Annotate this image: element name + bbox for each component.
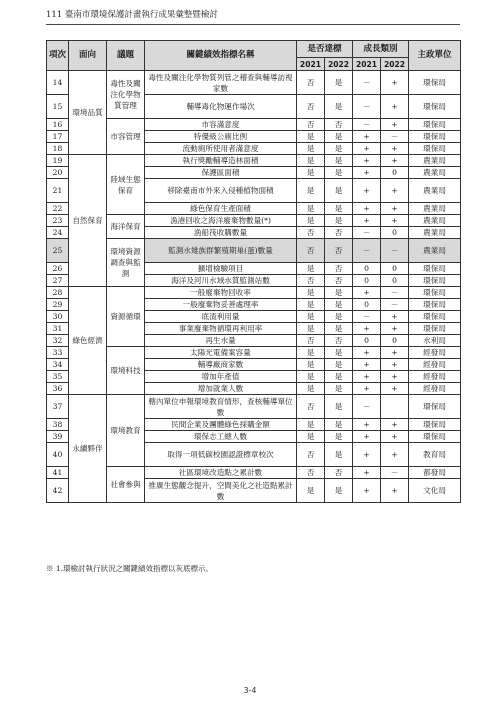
row-number: 36 <box>47 383 69 395</box>
achieved-2022: 是 <box>325 443 353 467</box>
row-number: 39 <box>47 431 69 443</box>
topic-cell: 陸域生態保育 <box>107 155 145 215</box>
col-achieved-2022: 2022 <box>325 58 353 71</box>
change-2021: － <box>353 239 381 263</box>
row-number: 42 <box>47 479 69 503</box>
indicator-name: 再生水量 <box>145 335 297 347</box>
change-2022: + <box>381 311 409 323</box>
change-2022: － <box>381 299 409 311</box>
achieved-2021: 是 <box>297 131 325 143</box>
achieved-2021: 是 <box>297 431 325 443</box>
change-2021: + <box>353 383 381 395</box>
achieved-2022: 否 <box>325 263 353 275</box>
col-topic-header: 議題 <box>107 41 145 71</box>
indicator-name: 一般廢棄物回收率 <box>145 287 297 299</box>
topic-cell: 社會參與 <box>107 467 145 503</box>
owner-unit: 環保局 <box>409 131 461 143</box>
change-2021: 0 <box>353 335 381 347</box>
row-number: 32 <box>47 335 69 347</box>
achieved-2022: 是 <box>325 95 353 119</box>
change-2021: 0 <box>353 275 381 287</box>
topic-cell: 海洋保育 <box>107 215 145 239</box>
change-2021: + <box>353 167 381 179</box>
indicator-name: 漁船筏收購數量 <box>145 227 297 239</box>
change-2022: + <box>381 323 409 335</box>
indicator-name: 漁港回收之海洋廢棄物數量(*) <box>145 215 297 227</box>
achieved-2021: 否 <box>297 227 325 239</box>
table-row <box>47 239 461 263</box>
indicator-name: 社區環境改造點之累計數 <box>145 467 297 479</box>
header-rule <box>46 24 460 25</box>
achieved-2022: 否 <box>325 275 353 287</box>
achieved-2022: 是 <box>325 383 353 395</box>
achieved-2021: 是 <box>297 383 325 395</box>
change-2021: + <box>353 419 381 431</box>
change-2022 <box>381 395 409 419</box>
achieved-2021: 否 <box>297 275 325 287</box>
achieved-2022: 是 <box>325 299 353 311</box>
achieved-2021: 是 <box>297 167 325 179</box>
table-row <box>47 467 461 479</box>
kpi-table-body <box>47 71 461 503</box>
change-2022: + <box>381 419 409 431</box>
indicator-name: 監測水雉族群繁殖期巢(蛋)數量 <box>145 239 297 263</box>
change-2022: － <box>381 131 409 143</box>
owner-unit: 環保局 <box>409 431 461 443</box>
row-number: 20 <box>47 167 69 179</box>
topic-cell: 資源循環 <box>107 287 145 347</box>
indicator-name: 環保志工總人數 <box>145 431 297 443</box>
owner-unit: 教育局 <box>409 443 461 467</box>
row-number: 28 <box>47 287 69 299</box>
achieved-2022: 是 <box>325 323 353 335</box>
achieved-2021: 否 <box>297 119 325 131</box>
table-row <box>47 215 461 227</box>
row-number: 14 <box>47 71 69 95</box>
achieved-2021: 否 <box>297 335 325 347</box>
row-number: 37 <box>47 395 69 419</box>
indicator-name: 增加就業人數 <box>145 383 297 395</box>
change-2021: 0 <box>353 263 381 275</box>
change-2022: + <box>381 119 409 131</box>
indicator-name: 綠色保育生產面積 <box>145 203 297 215</box>
owner-unit: 農業局 <box>409 227 461 239</box>
row-number: 40 <box>47 443 69 467</box>
topic-cell: 環境科技 <box>107 347 145 395</box>
achieved-2021: 是 <box>297 479 325 503</box>
owner-unit: 經發局 <box>409 347 461 359</box>
indicator-name: 毒性及關注化學物質列管之稽查與輔導訪視家數 <box>145 71 297 95</box>
aspect-cell: 自然保育 <box>69 155 107 287</box>
row-number: 34 <box>47 359 69 371</box>
achieved-2022: 是 <box>325 371 353 383</box>
achieved-2021: 是 <box>297 323 325 335</box>
achieved-2022: 是 <box>325 347 353 359</box>
owner-unit: 環保局 <box>409 95 461 119</box>
topic-cell: 環境教育 <box>107 395 145 467</box>
owner-unit: 環保局 <box>409 275 461 287</box>
page-number: 3-4 <box>243 686 257 695</box>
achieved-2021: 否 <box>297 443 325 467</box>
indicator-name: 海洋及河川水域水質監測站數 <box>145 275 297 287</box>
change-2022: + <box>381 479 409 503</box>
indicator-name: 太陽光電備案容量 <box>145 347 297 359</box>
table-row <box>47 347 461 359</box>
owner-unit: 農業局 <box>409 203 461 215</box>
row-number: 31 <box>47 323 69 335</box>
change-2021: + <box>353 155 381 167</box>
change-2021: + <box>353 431 381 443</box>
table-row <box>47 287 461 299</box>
indicator-name: 擴增檢驗項目 <box>145 263 297 275</box>
owner-unit: 農業局 <box>409 155 461 167</box>
col-aspect-header: 面向 <box>69 41 107 71</box>
indicator-name: 取得一項低碳校園認證標章校次 <box>145 443 297 467</box>
owner-unit: 環保局 <box>409 419 461 431</box>
indicator-name: 執行獎勵輔導造林面積 <box>145 155 297 167</box>
achieved-2021: 是 <box>297 203 325 215</box>
owner-unit: 文化局 <box>409 479 461 503</box>
aspect-cell: 綠色經濟 <box>69 287 107 395</box>
change-2021: － <box>353 227 381 239</box>
col-owner-header: 主政單位 <box>409 41 461 71</box>
row-number: 35 <box>47 371 69 383</box>
change-2021: + <box>353 443 381 467</box>
change-2021: + <box>353 359 381 371</box>
topic-cell: 毒性及關注化學物質管理 <box>107 71 145 119</box>
change-2021: + <box>353 179 381 203</box>
indicator-name: 一般廢棄物妥善處理率 <box>145 299 297 311</box>
row-number: 38 <box>47 419 69 431</box>
change-2022: + <box>381 383 409 395</box>
achieved-2022: 是 <box>325 215 353 227</box>
kpi-table <box>46 40 461 503</box>
row-number: 21 <box>47 179 69 203</box>
change-2022: 0 <box>381 335 409 347</box>
change-2021: － <box>353 119 381 131</box>
achieved-2022: 否 <box>325 239 353 263</box>
achieved-2022: 是 <box>325 311 353 323</box>
owner-unit: 農業局 <box>409 215 461 227</box>
achieved-2021: 是 <box>297 299 325 311</box>
owner-unit: 農業局 <box>409 239 461 263</box>
achieved-2021: 是 <box>297 359 325 371</box>
change-2021: + <box>353 479 381 503</box>
achieved-2022: 否 <box>325 119 353 131</box>
indicator-name: 輔導廠商家數 <box>145 359 297 371</box>
achieved-2021: 是 <box>297 263 325 275</box>
change-2022: 0 <box>381 167 409 179</box>
change-2022: － <box>381 239 409 263</box>
indicator-name: 推廣生態觀念提升，空間美化之社造點累計數 <box>145 479 297 503</box>
achieved-2021: 否 <box>297 467 325 479</box>
col-achieved-header: 是否達標 <box>297 41 353 58</box>
footnote: ※ 1.環檢討執行狀況之關鍵績效指標以灰底標示。 <box>46 564 214 573</box>
achieved-2022: 是 <box>325 203 353 215</box>
achieved-2022: 是 <box>325 155 353 167</box>
change-2022: + <box>381 371 409 383</box>
row-number: 25 <box>47 239 69 263</box>
col-change-header: 成長類別 <box>353 41 409 58</box>
row-number: 18 <box>47 143 69 155</box>
col-indicator-header: 關鍵績效指標名稱 <box>145 41 297 71</box>
owner-unit: 水利局 <box>409 335 461 347</box>
topic-cell: 市容管理 <box>107 119 145 155</box>
owner-unit: 都發局 <box>409 467 461 479</box>
achieved-2022: 是 <box>325 395 353 419</box>
achieved-2022: 是 <box>325 71 353 95</box>
owner-unit: 經發局 <box>409 359 461 371</box>
achieved-2021: 否 <box>297 395 325 419</box>
achieved-2021: 是 <box>297 215 325 227</box>
change-2021: － <box>353 395 381 419</box>
row-number: 17 <box>47 131 69 143</box>
achieved-2022: 是 <box>325 431 353 443</box>
achieved-2022: 否 <box>325 227 353 239</box>
indicator-name: 保護區面積 <box>145 167 297 179</box>
owner-unit: 環保局 <box>409 395 461 419</box>
change-2021: + <box>353 143 381 155</box>
indicator-name: 事業廢棄物循環再利用率 <box>145 323 297 335</box>
indicator-name: 特優級公廁比例 <box>145 131 297 143</box>
change-2021: + <box>353 347 381 359</box>
change-2022: + <box>381 95 409 119</box>
achieved-2022: 是 <box>325 143 353 155</box>
achieved-2021: 是 <box>297 143 325 155</box>
change-2022: 0 <box>381 263 409 275</box>
change-2022: + <box>381 71 409 95</box>
achieved-2022: 是 <box>325 359 353 371</box>
achieved-2022: 是 <box>325 419 353 431</box>
row-number: 22 <box>47 203 69 215</box>
indicator-name: 增加年產值 <box>145 371 297 383</box>
row-number: 23 <box>47 215 69 227</box>
owner-unit: 環保局 <box>409 311 461 323</box>
change-2022: － <box>381 467 409 479</box>
col-change-2022: 2022 <box>381 58 409 71</box>
owner-unit: 環保局 <box>409 143 461 155</box>
change-2022: + <box>381 179 409 203</box>
change-2021: － <box>353 71 381 95</box>
running-header: 111 臺南市環境保護計畫執行成果彙整暨檢討 <box>46 10 218 20</box>
achieved-2021: 是 <box>297 419 325 431</box>
row-number: 26 <box>47 263 69 275</box>
topic-cell: 環境資源調查與監測 <box>107 239 145 287</box>
change-2021: + <box>353 287 381 299</box>
achieved-2021: 否 <box>297 71 325 95</box>
achieved-2021: 是 <box>297 311 325 323</box>
row-number: 16 <box>47 119 69 131</box>
indicator-name: 底渣利用量 <box>145 311 297 323</box>
change-2022: + <box>381 203 409 215</box>
achieved-2021: 是 <box>297 371 325 383</box>
change-2022: + <box>381 431 409 443</box>
indicator-name: 民間企業及團體綠色採購金額 <box>145 419 297 431</box>
achieved-2021: 否 <box>297 239 325 263</box>
change-2021: + <box>353 131 381 143</box>
col-achieved-2021: 2021 <box>297 58 325 71</box>
change-2021: － <box>353 95 381 119</box>
col-change-2021: 2021 <box>353 58 381 71</box>
change-2021: 0 <box>353 299 381 311</box>
indicator-name: 市容滿意度 <box>145 119 297 131</box>
row-number: 24 <box>47 227 69 239</box>
indicator-name: 輔導毒化物運作場次 <box>145 95 297 119</box>
change-2022: + <box>381 359 409 371</box>
aspect-cell: 永續夥伴 <box>69 395 107 503</box>
achieved-2022: 是 <box>325 131 353 143</box>
change-2022: + <box>381 443 409 467</box>
owner-unit: 環保局 <box>409 323 461 335</box>
table-row <box>47 119 461 131</box>
achieved-2021: 是 <box>297 179 325 203</box>
owner-unit: 環保局 <box>409 119 461 131</box>
owner-unit: 環保局 <box>409 263 461 275</box>
owner-unit: 環保局 <box>409 287 461 299</box>
achieved-2021: 是 <box>297 287 325 299</box>
achieved-2022: 是 <box>325 167 353 179</box>
achieved-2022: 否 <box>325 467 353 479</box>
achieved-2022: 是 <box>325 479 353 503</box>
row-number: 41 <box>47 467 69 479</box>
achieved-2021: 是 <box>297 155 325 167</box>
achieved-2021: 否 <box>297 95 325 119</box>
table-row <box>47 71 461 95</box>
indicator-name: 移除臺南市外來入侵種植物面積 <box>145 179 297 203</box>
change-2022: 0 <box>381 275 409 287</box>
table-row <box>47 395 461 419</box>
row-number: 19 <box>47 155 69 167</box>
owner-unit: 農業局 <box>409 167 461 179</box>
indicator-name: 轄內單位申報環境教育情形，查核輔導單位數 <box>145 395 297 419</box>
achieved-2022: 否 <box>325 335 353 347</box>
owner-unit: 環保局 <box>409 299 461 311</box>
owner-unit: 經發局 <box>409 383 461 395</box>
change-2022: + <box>381 143 409 155</box>
owner-unit: 農業局 <box>409 179 461 203</box>
row-number: 30 <box>47 311 69 323</box>
col-no-header: 項次 <box>47 41 69 71</box>
row-number: 27 <box>47 275 69 287</box>
owner-unit: 環保局 <box>409 71 461 95</box>
change-2021: + <box>353 323 381 335</box>
change-2021: － <box>353 311 381 323</box>
change-2021: + <box>353 215 381 227</box>
change-2021: + <box>353 203 381 215</box>
row-number: 15 <box>47 95 69 119</box>
table-row <box>47 155 461 167</box>
change-2022: + <box>381 215 409 227</box>
change-2022: 0 <box>381 227 409 239</box>
change-2022: + <box>381 347 409 359</box>
row-number: 33 <box>47 347 69 359</box>
achieved-2022: 是 <box>325 287 353 299</box>
row-number: 29 <box>47 299 69 311</box>
change-2022: + <box>381 155 409 167</box>
achieved-2021: 是 <box>297 347 325 359</box>
achieved-2022: 是 <box>325 179 353 203</box>
change-2021: + <box>353 371 381 383</box>
owner-unit: 經發局 <box>409 371 461 383</box>
indicator-name: 流動廁所使用者滿意度 <box>145 143 297 155</box>
change-2021: + <box>353 467 381 479</box>
change-2022: － <box>381 287 409 299</box>
aspect-cell: 環境品質 <box>69 71 107 155</box>
